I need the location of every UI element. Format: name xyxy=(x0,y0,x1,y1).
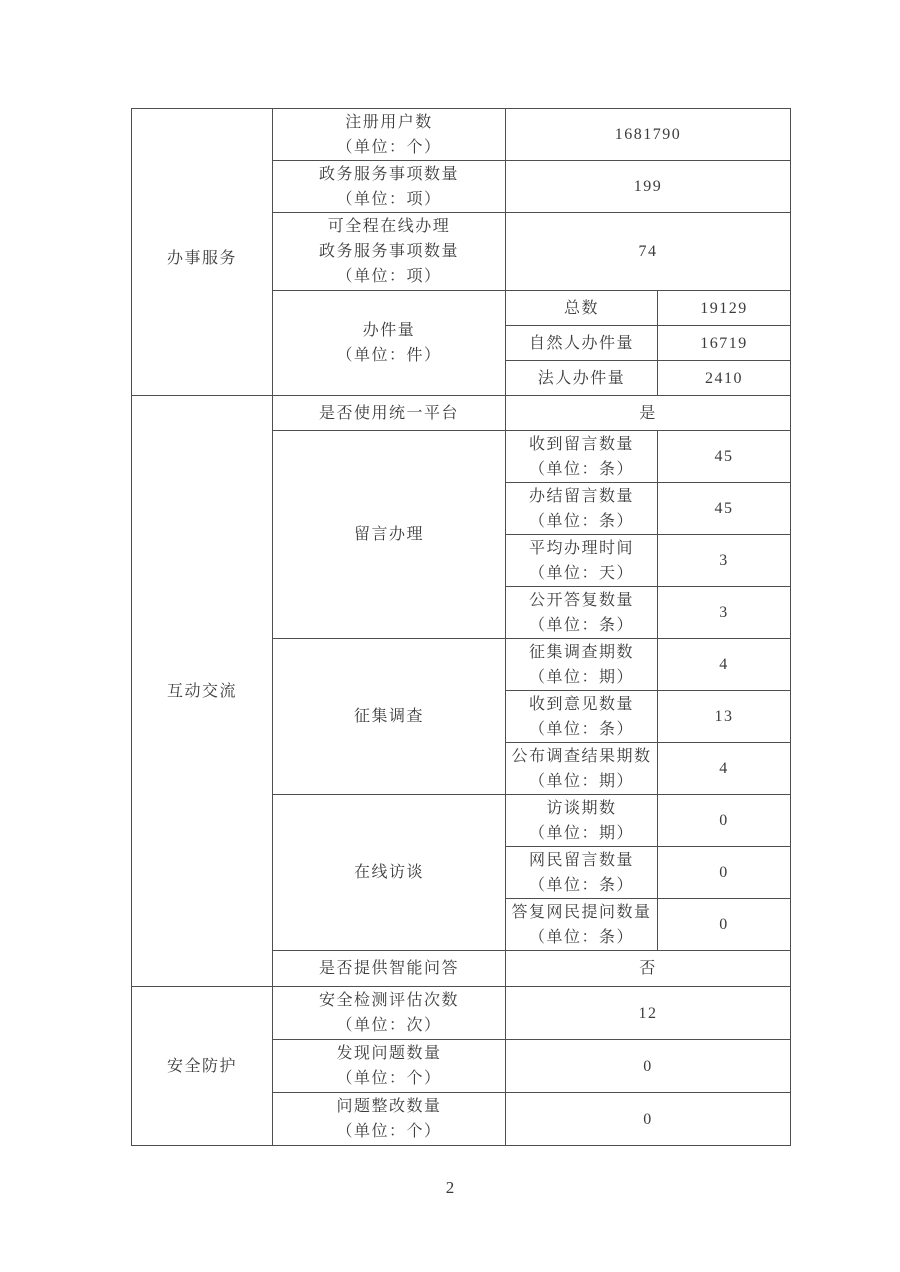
subitem-label: 公开答复数量 xyxy=(528,591,634,609)
subitem-unit: （单位：天） xyxy=(528,564,634,582)
item-label-cell: 是否使用统一平台 xyxy=(273,396,506,431)
subitem-unit: （单位：期） xyxy=(528,772,634,790)
value-cell: 2410 xyxy=(658,361,791,396)
subitem-unit: （单位：条） xyxy=(528,616,634,634)
item-label: 安全检测评估次数 xyxy=(318,992,459,1009)
value-cell: 13 xyxy=(658,691,791,743)
value-cell: 45 xyxy=(658,431,791,483)
item-label-cell xyxy=(273,291,506,396)
subitem-label: 收到留言数量 xyxy=(528,435,634,453)
subitem-label-cell: 自然人办件量 xyxy=(506,326,658,361)
item-label-cell xyxy=(273,987,506,1040)
category-cell-security xyxy=(132,987,273,1146)
subitem-unit: （单位：条） xyxy=(528,720,634,738)
subitem-unit: （单位：期） xyxy=(528,668,634,686)
item-label-line2: 政务服务事项数量 xyxy=(318,243,459,260)
report-table xyxy=(131,108,791,1146)
subitem-unit: （单位：期） xyxy=(528,824,634,842)
value-cell: 否 xyxy=(506,951,791,987)
subitem-label: 答复网民提问数量 xyxy=(511,903,652,921)
item-label: 问题整改数量 xyxy=(336,1098,442,1115)
subitem-label-cell xyxy=(506,743,658,795)
item-unit: （单位：次） xyxy=(336,1017,442,1034)
item-label: 办件量 xyxy=(362,322,416,339)
item-label-cell xyxy=(273,213,506,291)
subitem-label-cell xyxy=(506,691,658,743)
value-cell: 0 xyxy=(506,1040,791,1093)
item-label: 注册用户数 xyxy=(345,113,433,131)
value-cell: 12 xyxy=(506,987,791,1040)
item-label-cell: 是否提供智能问答 xyxy=(273,951,506,987)
value-cell: 4 xyxy=(658,639,791,691)
item-label-cell xyxy=(273,1093,506,1146)
item-unit: （单位：个） xyxy=(336,1070,442,1087)
category-label: 办事服务 xyxy=(166,250,237,267)
subitem-label-cell: 总数 xyxy=(506,291,658,326)
table-row xyxy=(132,396,791,431)
value-cell: 19129 xyxy=(658,291,791,326)
subitem-label: 访谈期数 xyxy=(546,799,617,817)
value-cell: 0 xyxy=(658,847,791,899)
item-label: 政务服务事项数量 xyxy=(318,165,459,183)
category-cell-service xyxy=(132,109,273,396)
item-unit: （单位：个） xyxy=(336,1123,442,1140)
page-number: 2 xyxy=(445,1178,455,1197)
subitem-label: 收到意见数量 xyxy=(528,695,634,713)
value-cell: 0 xyxy=(658,899,791,951)
subitem-label: 平均办理时间 xyxy=(528,539,634,557)
subitem-unit: （单位：条） xyxy=(528,460,634,478)
item-label-cell: 征集调查 xyxy=(273,639,506,795)
value-cell: 74 xyxy=(506,213,791,291)
value-cell: 0 xyxy=(658,795,791,847)
subitem-label-cell xyxy=(506,483,658,535)
subitem-label-cell: 法人办件量 xyxy=(506,361,658,396)
subitem-label: 征集调查期数 xyxy=(528,643,634,661)
value-cell: 4 xyxy=(658,743,791,795)
value-cell: 199 xyxy=(506,161,791,213)
subitem-unit: （单位：条） xyxy=(528,512,634,530)
item-label: 发现问题数量 xyxy=(336,1045,442,1062)
subitem-label: 公布调查结果期数 xyxy=(511,747,652,765)
subitem-label-cell xyxy=(506,431,658,483)
subitem-label-cell xyxy=(506,639,658,691)
subitem-label-cell xyxy=(506,535,658,587)
subitem-label-cell xyxy=(506,795,658,847)
value-cell: 0 xyxy=(506,1093,791,1146)
subitem-unit: （单位：条） xyxy=(528,928,634,946)
subitem-label-cell xyxy=(506,587,658,639)
subitem-unit: （单位：条） xyxy=(528,876,634,894)
value-cell: 16719 xyxy=(658,326,791,361)
table-row xyxy=(132,987,791,1040)
item-unit: （单位：件） xyxy=(336,347,442,364)
value-cell: 1681790 xyxy=(506,109,791,161)
value-cell: 3 xyxy=(658,587,791,639)
item-label-cell xyxy=(273,1040,506,1093)
item-unit: （单位：个） xyxy=(336,138,442,156)
subitem-label-cell xyxy=(506,847,658,899)
category-cell-interaction xyxy=(132,396,273,987)
item-label-cell xyxy=(273,109,506,161)
item-label: 可全程在线办理 xyxy=(327,218,451,235)
subitem-label: 办结留言数量 xyxy=(528,487,634,505)
item-label-cell: 在线访谈 xyxy=(273,795,506,951)
subitem-label: 网民留言数量 xyxy=(528,851,634,869)
item-label-cell xyxy=(273,161,506,213)
item-unit: （单位：项） xyxy=(336,268,442,285)
category-label: 安全防护 xyxy=(166,1057,237,1075)
item-label-cell: 留言办理 xyxy=(273,431,506,639)
value-cell: 3 xyxy=(658,535,791,587)
table-row xyxy=(132,109,791,161)
value-cell: 是 xyxy=(506,396,791,431)
item-unit: （单位：项） xyxy=(336,190,442,208)
category-label: 互动交流 xyxy=(166,682,237,700)
subitem-label-cell xyxy=(506,899,658,951)
value-cell: 45 xyxy=(658,483,791,535)
